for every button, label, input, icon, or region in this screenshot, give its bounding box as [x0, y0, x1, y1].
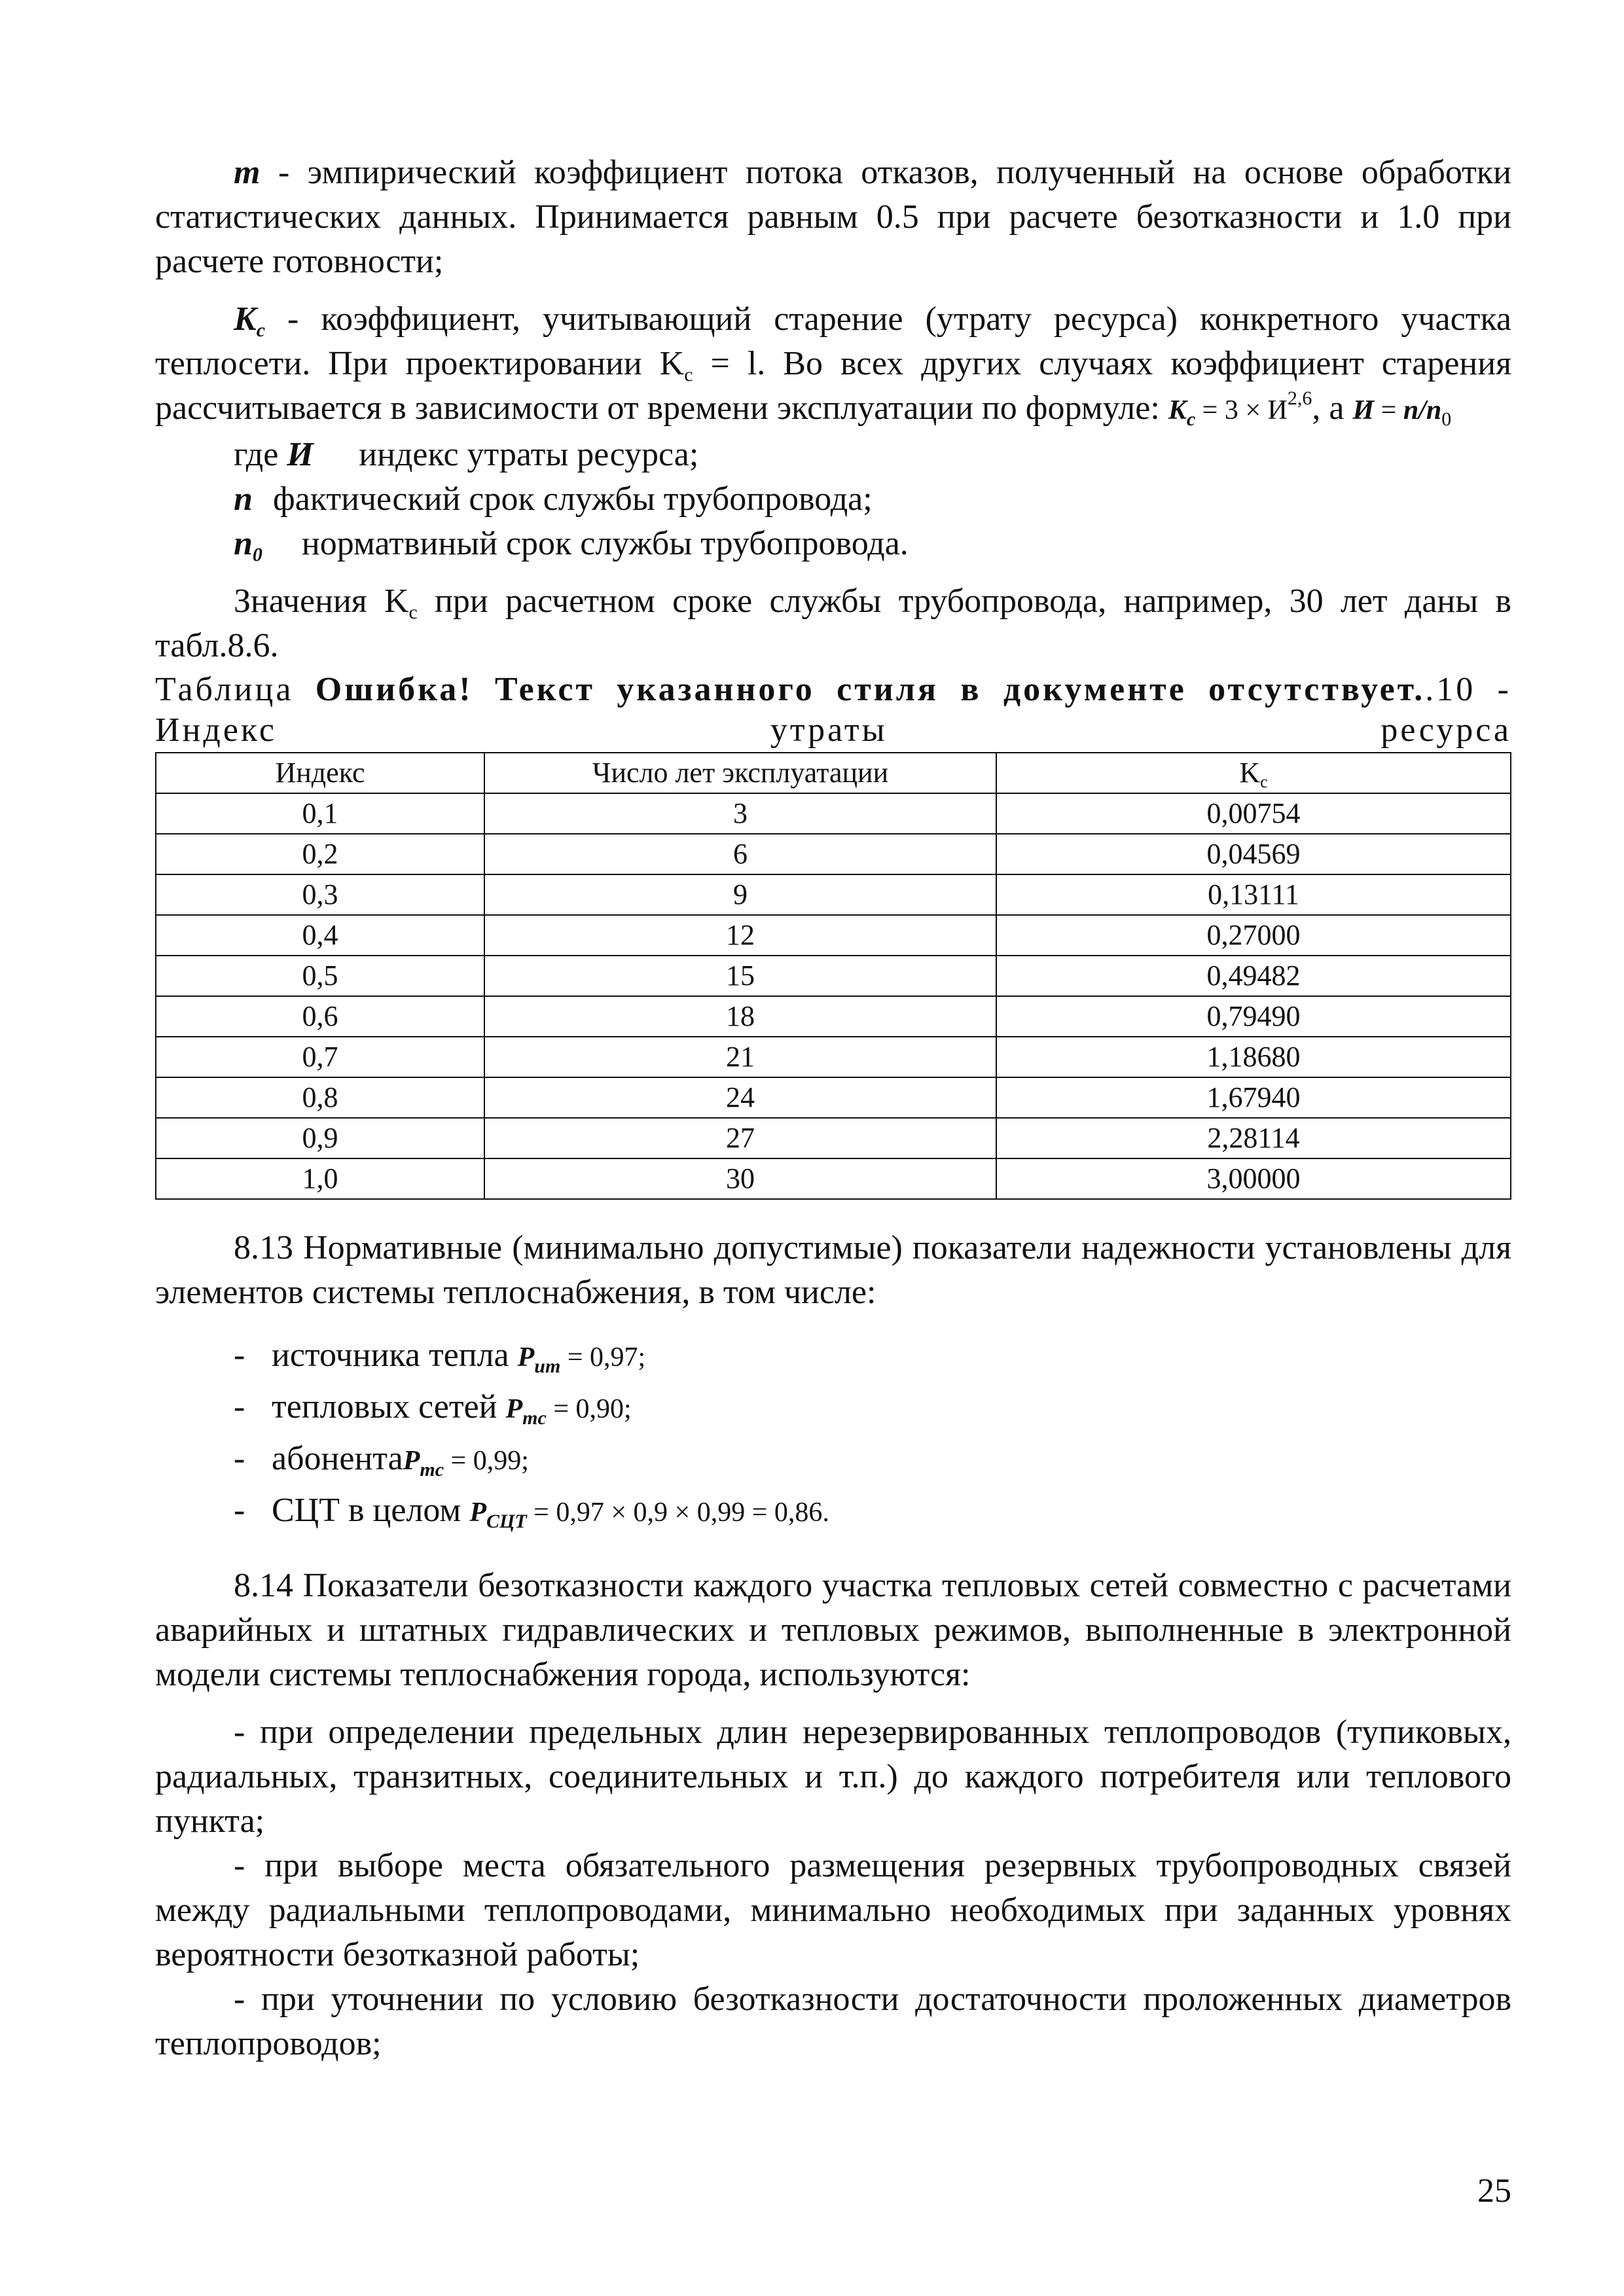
- formula-value: = 0,99: [444, 1446, 522, 1476]
- formula-p-sub: ит: [534, 1355, 561, 1377]
- formula-end: ;: [624, 1394, 632, 1424]
- table-row: [156, 1077, 1511, 1118]
- symbol-k-sub: c: [256, 319, 266, 341]
- paragraph-m-text: - эмпирический коэффициент потока отказов, полученный на основе обработки статистических данных. Принимается равным 0.5 при расчете безотказности и 1.0 при расчете готовности;: [155, 154, 1511, 280]
- values-text2: при расчетном сроке службы трубопровода, например, 30 лет даны в табл.8.6.: [155, 583, 1511, 664]
- reliability-label: источника тепла: [272, 1336, 518, 1374]
- header-index: Индекс: [156, 753, 484, 793]
- paragraph-m: [155, 151, 1511, 284]
- formula-p: P: [505, 1394, 523, 1424]
- cell-years: 6: [484, 834, 996, 874]
- header-kc: $K_c$: [996, 753, 1511, 793]
- reliability-list: [155, 1331, 1511, 1537]
- formula-value: = 0,97 × 0,9 × 0,99 = 0,86: [526, 1498, 823, 1528]
- reliability-formula: [517, 1342, 646, 1377]
- cell-kc: 1,18680: [996, 1037, 1511, 1077]
- formula-n-sub: 0: [1441, 408, 1452, 430]
- reliability-item: - источника тепла $P_{ит} = 0,97$;: [234, 1336, 646, 1377]
- formula-exp: 2,6: [1287, 387, 1312, 409]
- paragraph-kc: [155, 297, 1511, 433]
- cell-kc: 2,28114: [996, 1118, 1511, 1158]
- cell-years: 12: [484, 915, 996, 956]
- cell-index: 0,6: [156, 996, 484, 1037]
- use-item: - при выборе места обязательного размещения резервных трубопроводных связей между радиальными теплопроводами, минимально необходимых при заданных уровнях вероятности безотказной работы;: [155, 1847, 1511, 1973]
- cell-kc: 0,13111: [996, 874, 1511, 915]
- use-item: - при уточнении по условию безотказности достаточности проложенных диаметров теплопроводов;: [155, 1981, 1511, 2062]
- table-row: [156, 1037, 1511, 1077]
- table-header-row: [156, 753, 1511, 793]
- formula-index: [1352, 395, 1452, 430]
- reliability-formula: [505, 1394, 632, 1429]
- table-body: [156, 793, 1511, 1199]
- cell-years: 30: [484, 1158, 996, 1199]
- paragraph-kc-text2: = l. Во всех других случаях коэффициент старения рассчитывается в зависимости от времени эксплуатации по формуле:: [155, 345, 1511, 427]
- formula-eq2: =: [1374, 395, 1403, 425]
- symbol-k: K: [234, 300, 257, 338]
- formula-p-sub: СЦТ: [486, 1511, 527, 1532]
- definition-list: [155, 433, 1511, 566]
- definition-text: индекс утраты ресурса;: [359, 436, 699, 473]
- caption-prefix: Таблица: [155, 671, 316, 708]
- definition-term-sub: 0: [252, 544, 262, 565]
- cell-years: 21: [484, 1037, 996, 1077]
- cell-index: 0,7: [156, 1037, 484, 1077]
- definition-item: [155, 477, 1511, 522]
- values-text1: Значения K: [234, 583, 409, 620]
- formula-i: И: [1352, 395, 1375, 425]
- formula-value: = 0,90: [546, 1394, 624, 1424]
- table-row: [156, 996, 1511, 1037]
- table-row: [156, 915, 1511, 956]
- table-caption: [155, 670, 1511, 751]
- table-row: [156, 793, 1511, 834]
- reliability-item: - абонентаP$_{тс}$ = 0,99;: [234, 1440, 529, 1480]
- table-row: [156, 956, 1511, 996]
- formula-p-sub: тс: [420, 1459, 444, 1480]
- paragraph-kc-sub: c: [684, 364, 693, 386]
- formula-sep: , а: [1312, 389, 1353, 427]
- reliability-formula: [403, 1446, 529, 1480]
- cell-kc: 0,79490: [996, 996, 1511, 1037]
- cell-index: 0,2: [156, 834, 484, 874]
- definition-text: фактический срок службы трубопровода;: [273, 480, 873, 518]
- cell-index: 0,9: [156, 1118, 484, 1158]
- definition-term: n: [234, 525, 253, 562]
- cell-index: 0,8: [156, 1077, 484, 1118]
- definition-item: [155, 522, 1511, 566]
- formula-p: P: [517, 1342, 535, 1372]
- cell-years: 24: [484, 1077, 996, 1118]
- reliability-item: - тепловых сетей $P_{тс} = 0,90$;: [234, 1388, 632, 1429]
- formula-p: P: [469, 1498, 486, 1528]
- cell-years: 3: [484, 793, 996, 834]
- cell-kc: 0,27000: [996, 915, 1511, 956]
- definition-term: n: [234, 480, 253, 518]
- formula-p: P: [403, 1446, 420, 1476]
- cell-index: 0,3: [156, 874, 484, 915]
- reliability-label: СЦТ в целом: [272, 1492, 470, 1529]
- cell-kc: 0,49482: [996, 956, 1511, 996]
- cell-index: 0,4: [156, 915, 484, 956]
- caption-error: Ошибка! Текст указанного стиля в документе отсутствует.: [315, 671, 1426, 708]
- formula-k: K: [1168, 395, 1187, 425]
- formula-value: = 0,97: [560, 1342, 638, 1372]
- formula-end: ;: [638, 1342, 646, 1372]
- table-row: [156, 1158, 1511, 1199]
- formula-k-sub: c: [1186, 408, 1196, 430]
- document-page: [155, 151, 1511, 2066]
- page-number: 25: [1477, 2172, 1511, 2210]
- formula-p-sub: тс: [522, 1407, 547, 1429]
- cell-index: 0,5: [156, 956, 484, 996]
- definition-lead: где: [234, 436, 287, 473]
- definition-item: [155, 433, 1511, 477]
- cell-index: 1,0: [156, 1158, 484, 1199]
- formula-n: n/n: [1403, 395, 1442, 425]
- cell-years: 15: [484, 956, 996, 996]
- reliability-label: тепловых сетей: [272, 1388, 506, 1426]
- resource-loss-table: [155, 752, 1511, 1200]
- values-sub: c: [408, 601, 418, 623]
- cell-kc: 0,04569: [996, 834, 1511, 874]
- formula-eq: = 3 × И: [1195, 395, 1288, 425]
- definition-text: норматвиный срок службы трубопровода.: [301, 525, 909, 562]
- caption-suffix: .10 - Индекс утраты ресурса: [155, 671, 1511, 749]
- reliability-label: абонента: [272, 1440, 403, 1477]
- formula-kc: [1168, 387, 1312, 430]
- paragraph-values: [155, 579, 1511, 668]
- formula-end: .: [822, 1498, 829, 1528]
- definition-term: И: [287, 436, 314, 473]
- symbol-m: m: [234, 154, 261, 191]
- cell-index: 0,1: [156, 793, 484, 834]
- paragraph-8-13: 8.13 Нормативные (минимально допустимые) показатели надежности установлены для элементов системы теплоснабжения, в том числе:: [155, 1229, 1511, 1311]
- table-row: [156, 874, 1511, 915]
- table-row: [156, 1118, 1511, 1158]
- cell-years: 27: [484, 1118, 996, 1158]
- table-row: [156, 834, 1511, 874]
- header-years: Число лет эксплуатации: [484, 753, 996, 793]
- cell-years: 9: [484, 874, 996, 915]
- use-item: - при определении предельных длин нерезервированных теплопроводов (тупиковых, радиальных, транзитных, соединительных и т.п.) до каждого потребителя или теплового пункта;: [155, 1713, 1511, 1840]
- cell-kc: 0,00754: [996, 793, 1511, 834]
- paragraph-kc-text: - коэффициент, учитывающий старение (утрату ресурса) конкретного участка теплосети. При проектировании K: [155, 300, 1511, 382]
- formula-end: ;: [521, 1446, 529, 1476]
- cell-kc: 3,00000: [996, 1158, 1511, 1199]
- cell-kc: 1,67940: [996, 1077, 1511, 1118]
- paragraph-8-14: 8.14 Показатели безотказности каждого участка тепловых сетей совместно с расчетами аварийных и штатных гидравлических и тепловых режимов, выполненные в электронной модели системы теплоснабжения города, используются:: [155, 1567, 1511, 1693]
- reliability-item: - СЦТ в целом $P_{СЦТ} = 0,97 \times 0,9 \times 0,99 = 0,86$.: [234, 1492, 829, 1532]
- cell-years: 18: [484, 996, 996, 1037]
